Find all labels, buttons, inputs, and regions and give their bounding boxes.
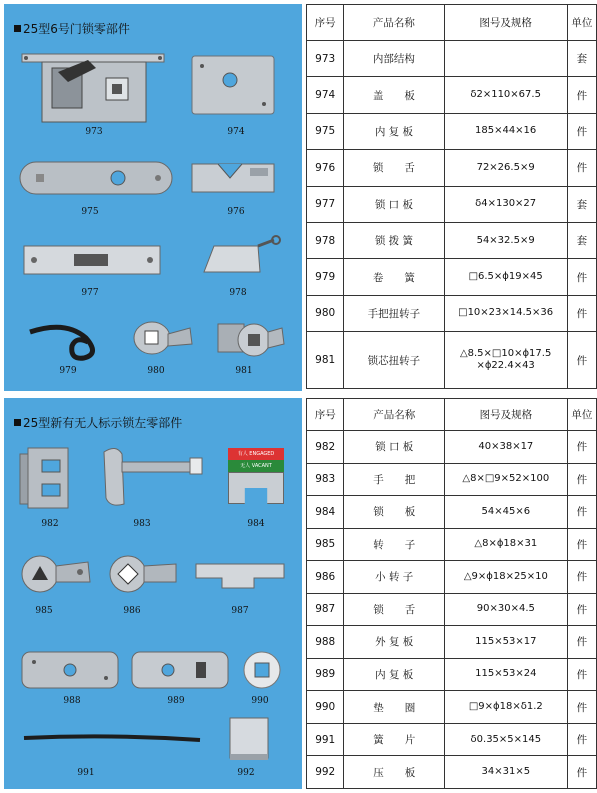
cell-no: 976 — [307, 150, 344, 186]
cell-spec: 54×45×6 — [444, 496, 567, 529]
cell-unit: 件 — [567, 691, 596, 724]
cell-unit: 件 — [567, 593, 596, 626]
cell-name: 簧 片 — [344, 723, 445, 756]
table-row — [307, 528, 597, 561]
cell-name: 锁 舌 — [344, 593, 445, 626]
cell-unit: 件 — [567, 463, 596, 496]
spec-table-2 — [306, 398, 597, 789]
cell-spec: 54×32.5×9 — [444, 222, 567, 258]
part-984-sign-plate-image — [228, 444, 284, 510]
cell-no: 974 — [307, 77, 344, 113]
cell-spec: □6.5×ϕ19×45 — [444, 259, 567, 295]
cell-spec: 34×31×5 — [444, 756, 567, 789]
cell-spec: 185×44×16 — [444, 113, 567, 149]
cell-name: 内 复 板 — [344, 113, 444, 149]
cell-name: 垫 圈 — [344, 691, 445, 724]
spec-table-1 — [306, 4, 597, 389]
header-unit: 单位 — [567, 5, 596, 41]
cell-unit: 件 — [567, 756, 596, 789]
header-no: 序号 — [307, 5, 344, 41]
cell-no: 990 — [307, 691, 344, 724]
table-row — [307, 561, 597, 594]
cell-no: 975 — [307, 113, 344, 149]
cell-unit: 件 — [567, 528, 596, 561]
table-row — [307, 496, 597, 529]
cell-no: 987 — [307, 593, 344, 626]
section-title-1: 25型6号门锁零部件 — [14, 20, 130, 37]
cell-unit: 件 — [567, 561, 596, 594]
cell-name: 转 子 — [344, 528, 445, 561]
cell-no: 982 — [307, 431, 344, 464]
part-983-handle-image — [96, 444, 208, 510]
table-row — [307, 150, 597, 186]
table-row — [307, 295, 597, 331]
part-990-washer-image — [240, 648, 284, 692]
table-row — [307, 431, 597, 464]
table-row — [307, 626, 597, 659]
cell-name: 外 复 板 — [344, 626, 445, 659]
part-992-press-plate-image — [224, 714, 274, 764]
cell-unit: 件 — [567, 332, 596, 389]
cell-spec — [444, 41, 567, 77]
table-row — [307, 259, 597, 295]
cell-unit: 件 — [567, 723, 596, 756]
cell-spec: 90×30×4.5 — [444, 593, 567, 626]
part-label: 978 — [229, 288, 247, 298]
table-row — [307, 41, 597, 77]
part-label: 975 — [81, 207, 99, 217]
cell-name: 压 板 — [344, 756, 445, 789]
part-label: 981 — [235, 366, 253, 376]
cell-unit: 件 — [567, 77, 596, 113]
header-spec: 图号及规格 — [444, 399, 567, 431]
cell-name: 手把扭转子 — [344, 295, 444, 331]
cell-name: 卷 簧 — [344, 259, 444, 295]
part-987-latch-image — [192, 558, 288, 592]
cell-no: 986 — [307, 561, 344, 594]
cell-spec: δ0.35×5×145 — [444, 723, 567, 756]
table-row — [307, 77, 597, 113]
cell-unit: 套 — [567, 222, 596, 258]
cell-name: 锁 拨 簧 — [344, 222, 444, 258]
cell-name: 锁 舌 — [344, 150, 444, 186]
part-988-outer-cover-plate-image — [18, 646, 122, 694]
cell-name: 锁 口 板 — [344, 186, 444, 222]
part-label: 973 — [85, 127, 103, 137]
cell-name: 内部结构 — [344, 41, 444, 77]
cell-no: 979 — [307, 259, 344, 295]
table-row — [307, 222, 597, 258]
part-979-coil-spring-image — [26, 320, 110, 364]
cell-no: 978 — [307, 222, 344, 258]
cell-spec: □10×23×14.5×36 — [444, 295, 567, 331]
cell-no: 992 — [307, 756, 344, 789]
cell-spec: △8×ϕ18×31 — [444, 528, 567, 561]
table-row — [307, 186, 597, 222]
cell-unit: 件 — [567, 150, 596, 186]
part-label: 987 — [231, 606, 249, 616]
cell-spec: 115×53×17 — [444, 626, 567, 659]
part-label: 982 — [41, 519, 59, 529]
header-name: 产品名称 — [344, 5, 444, 41]
table-header-row — [307, 399, 597, 431]
cell-unit: 件 — [567, 295, 596, 331]
table-row — [307, 723, 597, 756]
part-977-strike-plate-image — [20, 240, 164, 280]
table-row — [307, 332, 597, 389]
part-label: 989 — [167, 696, 185, 706]
part-976-latch-tongue-image — [188, 158, 278, 196]
cell-unit: 件 — [567, 113, 596, 149]
part-989-inner-cover-plate-image — [128, 646, 232, 694]
table-row — [307, 658, 597, 691]
part-label: 986 — [123, 606, 141, 616]
section-title-2: 25型新有无人标示锁左零部件 — [14, 414, 182, 431]
cell-spec: 72×26.5×9 — [444, 150, 567, 186]
cell-spec: δ4×130×27 — [444, 186, 567, 222]
cell-unit: 件 — [567, 658, 596, 691]
cell-no: 988 — [307, 626, 344, 659]
cell-no: 983 — [307, 463, 344, 496]
part-label: 985 — [35, 606, 53, 616]
parts-panel-1 — [4, 4, 302, 391]
part-label: 977 — [81, 288, 99, 298]
header-unit: 单位 — [567, 399, 596, 431]
table-row — [307, 113, 597, 149]
cell-name: 锁芯扭转子 — [344, 332, 444, 389]
part-label: 990 — [251, 696, 269, 706]
header-spec: 图号及规格 — [444, 5, 567, 41]
cell-name: 小 转 子 — [344, 561, 445, 594]
table-row — [307, 463, 597, 496]
part-986-small-rotor-image — [106, 552, 182, 596]
table-row — [307, 756, 597, 789]
part-978-lock-spring-image — [200, 232, 284, 278]
part-975-inner-cover-plate-image — [16, 156, 176, 200]
part-label: 976 — [227, 207, 245, 217]
cell-name: 锁 口 板 — [344, 431, 445, 464]
part-982-strike-plate-image — [18, 444, 78, 512]
table-header-row — [307, 5, 597, 41]
part-label: 974 — [227, 127, 245, 137]
part-973-lock-mechanism-image — [18, 48, 168, 126]
cell-no: 991 — [307, 723, 344, 756]
part-label: 991 — [77, 768, 95, 778]
cell-spec: △8.5×□10×ϕ17.5 ×ϕ22.4×43 — [444, 332, 567, 389]
parts-panel-2 — [4, 398, 302, 789]
cell-no: 985 — [307, 528, 344, 561]
part-label: 983 — [133, 519, 151, 529]
table-row — [307, 593, 597, 626]
part-981-core-rotor-image — [214, 314, 288, 362]
cell-unit: 件 — [567, 431, 596, 464]
cell-spec: δ2×110×67.5 — [444, 77, 567, 113]
part-label: 988 — [63, 696, 81, 706]
cell-no: 981 — [307, 332, 344, 389]
cell-name: 盖 板 — [344, 77, 444, 113]
engaged-label: 有人 ENGAGED — [228, 448, 284, 460]
cell-unit: 件 — [567, 626, 596, 659]
part-label: 992 — [237, 768, 255, 778]
cell-spec: △9×ϕ18×25×10 — [444, 561, 567, 594]
cell-no: 989 — [307, 658, 344, 691]
part-991-leaf-spring-image — [22, 730, 202, 750]
table-row — [307, 691, 597, 724]
cell-name: 内 复 板 — [344, 658, 445, 691]
cell-unit: 套 — [567, 41, 596, 77]
cell-no: 977 — [307, 186, 344, 222]
header-name: 产品名称 — [344, 399, 445, 431]
part-985-rotor-image — [18, 552, 94, 596]
cell-unit: 件 — [567, 259, 596, 295]
cell-spec: 115×53×24 — [444, 658, 567, 691]
header-no: 序号 — [307, 399, 344, 431]
cell-no: 984 — [307, 496, 344, 529]
part-980-handle-rotor-image — [128, 316, 198, 362]
part-974-cover-plate-image — [188, 52, 278, 118]
cell-spec: 40×38×17 — [444, 431, 567, 464]
cell-no: 973 — [307, 41, 344, 77]
cell-unit: 套 — [567, 186, 596, 222]
part-label: 979 — [59, 366, 77, 376]
cell-spec: □9×ϕ18×δ1.2 — [444, 691, 567, 724]
cell-no: 980 — [307, 295, 344, 331]
cell-spec: △8×□9×52×100 — [444, 463, 567, 496]
cell-name: 锁 板 — [344, 496, 445, 529]
vacant-label: 无人 VACANT — [228, 460, 284, 472]
cell-name: 手 把 — [344, 463, 445, 496]
part-label: 980 — [147, 366, 165, 376]
cell-unit: 件 — [567, 496, 596, 529]
part-label: 984 — [247, 519, 265, 529]
